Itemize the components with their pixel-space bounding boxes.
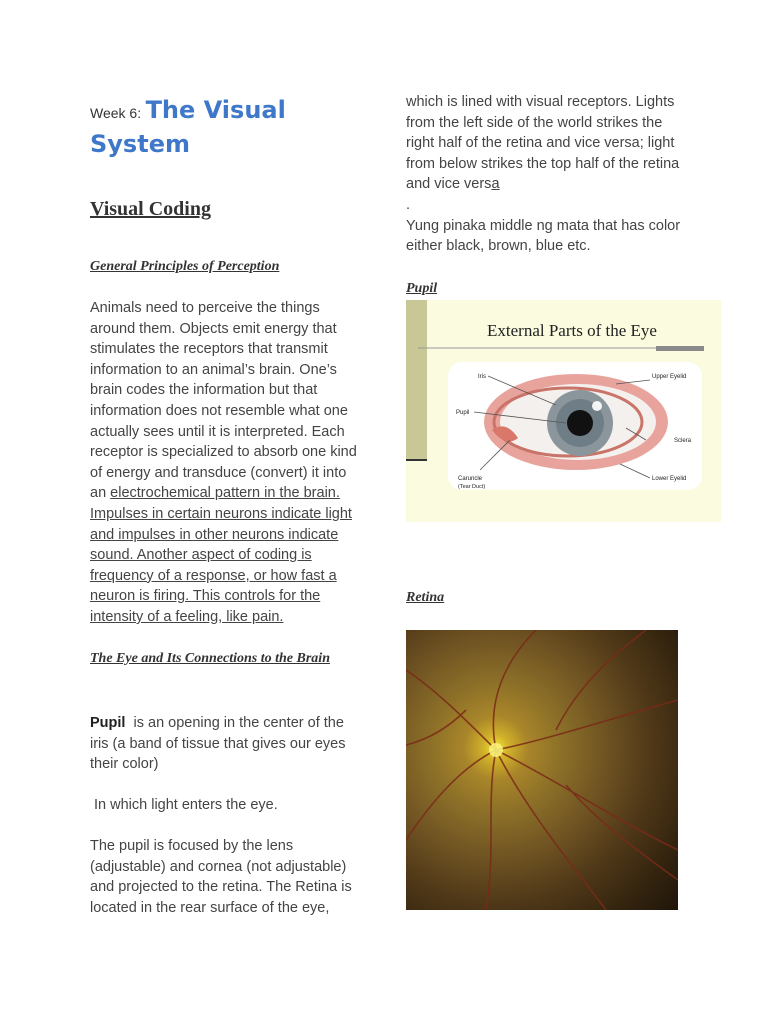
pupil-shape bbox=[567, 410, 593, 436]
title-line-1: The Visual bbox=[145, 96, 286, 124]
figure-side-bar bbox=[406, 300, 427, 460]
paragraph-light-enters: In which light enters the eye. bbox=[94, 797, 278, 813]
subheading-eye-connections: The Eye and Its Connections to the Brain bbox=[90, 651, 330, 666]
retina-image bbox=[406, 630, 678, 910]
paragraph-retina-tail: a bbox=[491, 176, 500, 193]
paragraph-retina-text: which is lined with visual receptors. Lights from the left side of the world strikes the right half of the retina and vice versa; light from below strikes the top half of the retina and vice vers bbox=[406, 94, 680, 193]
document-title bbox=[90, 93, 350, 161]
subheading-principles: General Principles of Perception bbox=[90, 259, 280, 274]
label-iris: Iris bbox=[478, 374, 486, 380]
label-sclera: Sclera bbox=[674, 438, 692, 444]
eye-figure-title: External Parts of the Eye bbox=[487, 321, 657, 340]
paragraph-pupil bbox=[90, 713, 365, 775]
paragraph-retina-continued bbox=[406, 92, 681, 257]
label-pupil: Pupil bbox=[456, 410, 470, 416]
paragraph-dot: . bbox=[406, 196, 411, 213]
paragraph-tagalog: Yung pinaka middle ng mata that has color either black, brown, blue etc. bbox=[406, 217, 681, 255]
label-upper-eyelid: Upper Eyelid bbox=[652, 374, 687, 380]
optic-disc bbox=[489, 743, 503, 757]
section-heading: Visual Coding bbox=[90, 198, 211, 220]
paragraph-perception-text: Animals need to perceive the things around them. Objects emit energy that stimulates the receptors that transmit information to an animal’s brain. One’s brain codes the information but that information does not resemble what one actually sees until it is interpreted. Each receptor is specialized to absorb one kind of energy and transduce (convert) it into an bbox=[90, 300, 357, 502]
paragraph-lens: The pupil is focused by the lens (adjustable) and cornea (not adjustable) and projected to the retina. The Retina is located in the rear surface of the eye, bbox=[90, 838, 352, 916]
paragraph-perception-underlined: electrochemical pattern in the brain. Impulses in certain neurons indicate light and impulses in other neurons indicate sound. Another aspect of coding is frequency of a response, or how fast a neuron is firing. This controls for the intensity of a feeling, like pain. bbox=[90, 485, 352, 625]
pupil-term: Pupil bbox=[90, 715, 126, 731]
pupil-definition: is an opening in the center of the iris (a band of tissue that gives our eyes their color) bbox=[90, 715, 346, 773]
retina-vessels-svg bbox=[406, 630, 678, 910]
eye-diagram-svg bbox=[406, 300, 721, 522]
week-label: Week 6: bbox=[90, 105, 142, 121]
label-tear-duct: (Tear Duct) bbox=[458, 484, 486, 490]
heading-pupil-figure: Pupil bbox=[406, 281, 438, 296]
title-line-2: System bbox=[90, 130, 190, 158]
label-lower-eyelid: Lower Eyelid bbox=[652, 476, 687, 482]
label-caruncle: Caruncle bbox=[458, 476, 483, 482]
heading-retina-figure: Retina bbox=[406, 590, 445, 605]
eye-diagram-image bbox=[406, 300, 721, 522]
paragraph-perception bbox=[90, 298, 365, 628]
